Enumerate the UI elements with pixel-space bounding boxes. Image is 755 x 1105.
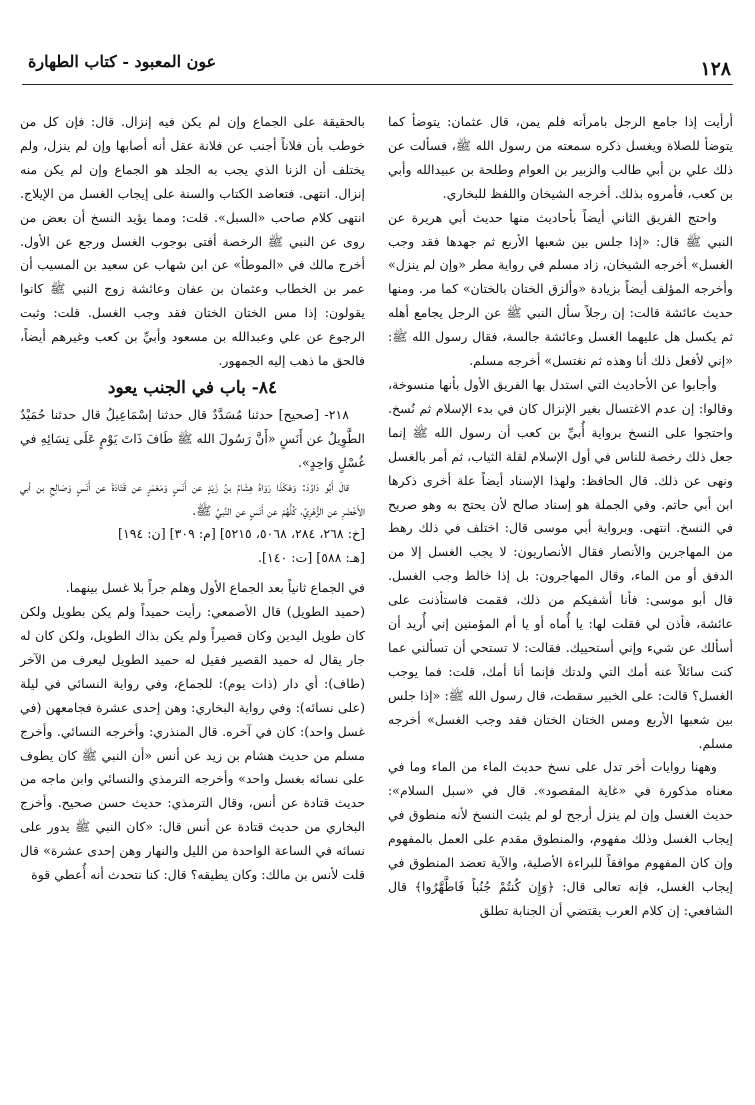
paragraph: في الجماع ثانياً بعد الجماع الأول وهلم جراً بلا غسل بينهما. [65, 580, 365, 596]
paragraph: وأجابوا عن الأحاديث التي استدل بها الفريق الأول بأنها منسوخة، وقالوا: إن عدم الاغتسال بغير الإنزال كان في بدء الإسلام ثم نُسخ. واحتجوا على النسخ برواية أُبيِّ بن كعب أن رسول الله ﷺ إنما جعل ذلك رخصة للناس في أول الإسلام لقلة الثياب، ثم أمر بالغسل ونهى عن ذلك. قال الحافظ: ولهذا الإسناد أيضاً علة أخرى ذكرها ابن أبي حاتم. وفي الجملة هو إسناد صالح لأن يحتج به وهو صريح في النسخ. انتهى. وبرواية أبي موسى قال: اختلف في ذلك رهط من المهاجرين والأنصار فقال الأنصاريون: لا يجب الغسل إلا من الدفق أو من الماء، وقال المهاجرون: بل إذا خالط وجب الغسل. قال أبو موسى: فأنا أشفيكم من ذلك، فقمت فاستأذنت على عائشة، فأذن لي فقلت لها: يا أُماه أو يا أم المؤمنين إني أُريد أن أسألك عن شيء وإني أستحييك. فقالت: لا تستحي أن تسألني عما كنت سائلاً عنه أمك التي ولدتك فإنما أنا أمك، قلت: فما يوجب الغسل؟ قالت: على الخبير سقطت، قال رسول الله ﷺ: «إذا جلس بين شعبها الأربع ومس الختان الختان فقد وجب الغسل» أخرجه مسلم. [388, 376, 733, 751]
references-line: [خ: ٢٦٨، ٢٨٤، ٥٠٦٨، ٥٢١٥] [م: ٣٠٩] [ن: ١٩٤] [118, 526, 365, 542]
paragraph: بالحقيقة على الجماع وإن لم يكن فيه إنزال. قال: فإن كل من خوطب بأن فلاناً أجنب عن فلانة عقل أنه أصابها وإن لم ينزل، ولم يختلف أن الزنا الذي يجب به الجلد هو الجماع وإن لم يكن منه إنزال. انتهى. فتعاضد الكتاب والسنة على إيجاب الغسل من الإيلاج. انتهى كلام صاحب «السبل». قلت: ومما يؤيد النسخ أن بعض من روى عن النبي ﷺ الرخصة أفتى بوجوب الغسل ورجع عن الأول. أخرج مالك في «الموطأ» عن ابن شهاب عن سعيد بن المسيب أن عمر بن الخطاب وعثمان بن عفان وعائشة زوج النبي ﷺ كانوا يقولون: إذا مس الختان الختان فقد وجب الغسل. قلت: وثبت الرجوع عن علي وعبدالله بن مسعود وأبيِّ بن كعب وغيرهم أيضاً، فالحق ما ذهب إليه الجمهور. [20, 114, 365, 369]
page-header [22, 44, 733, 85]
paragraph: واحتج الفريق الثاني أيضاً بأحاديث منها حديث أبي هريرة عن النبي ﷺ قال: «إذا جلس بين شعبها الأربع ثم جهدها فقد وجب الغسل» أخرجه الشيخان، زاد مسلم في رواية مطر «وإن لم ينزل» وأخرجه المؤلف أيضاً بزيادة «وألزق الختان بالختان» كما مر. ومنها حديث عائشة قالت: إن رجلاً سأل النبي ﷺ عن الرجل يجامع أهله ثم يكسل هل عليهما الغسل وعائشة جالسة، فقال رسول الله ﷺ: «إني لأفعل ذلك أنا وهذه ثم نغتسل» أخرجه مسلم. [388, 209, 733, 369]
page-number: ١٢٨ [700, 58, 731, 80]
paragraph: (حميد الطويل) قال الأصمعي: رأيت حميداً ولم يكن بطويل ولكن كان طويل اليدين وكان قصيراً ولم يكن بذاك الطويل، ولكن كان له جار يقال له حميد القصير فقيل له حميد الطويل ليعرف من الآخر (طاف): أي دار (ذات يوم): للجماع، وفي رواية النسائي في ليلة (على نسائه): وفي رواية البخاري: وهن إحدى عشرة فجامعهن (في غسل واحد): كان في آخره. قال المنذري: وأخرجه النسائي. وأخرج مسلم من حديث هشام بن زيد عن أنس «أن النبي ﷺ كان يطوف على نسائه بغسل واحد» وأخرجه الترمذي والنسائي وابن ماجه من حديث قتادة عن أنس، وقال الترمذي: حديث حسن صحيح. وأخرج البخاري من حديث قتادة عن أنس قال: «كان النبي ﷺ يدور على نسائه في الساعة الواحدة من الليل والنهار وهن إحدى عشرة» قال قلت لأنس بن مالك: وكان يطيقه؟ قال: كنا نتحدث أنه أُعطي قوة [20, 604, 365, 883]
hadith-text: ٢١٨- [صحيح] حدثنا مُسَدَّدٌ قال حدثنا إسْمَاعِيلُ قال حدثنا حُمَيْدٌ الطَّوِيلُ عن أَنَسٍ «أَنَّ رَسُولَ الله ﷺ طَافَ ذَاتَ يَوْمٍ عَلَى نِسَائِهِ في غُسْلٍ وَاحِدٍ». [20, 406, 365, 470]
references-line: [هـ: ٥٨٨] [ت: ١٤٠]. [258, 550, 365, 566]
paragraph: وههنا روايات أخر تدل على نسخ حديث الماء من الماء وما في معناه مذكورة في «غاية المقصود». قال في «سبل السلام»: حديث الغسل وإن لم ينزل أرجح لو لم يثبت النسخ لأنه منطوق في إيجاب الغسل وذلك مفهوم، والمنطوق مقدم على العمل بالمفهوم وإن كان المفهوم موافقاً للبراءة الأصلية، والآية تعضد المنطوق في إيجاب الغسل، فإنه تعالى قال: ﴿وَإِن كُنتُمْ جُنُباً فَاطَّهَّرُوا﴾ قال الشافعي: إن كلام العرب يقتضي أن الجنابة تطلق [388, 759, 733, 918]
paragraph: أرأيت إذا جامع الرجل بامرأته فلم يمن، قال عثمان: يتوضأ كما يتوضأ للصلاة ويغسل ذكره سمعته من رسول الله ﷺ، فسألت عن ذلك علي بن أبي طالب والزبير بن العوام وطلحة بن عبيدالله وأبي بن كعب، فأمروه بذلك. أخرجه الشيخان واللفظ للبخاري. [388, 114, 733, 201]
section-title: ٨٤- باب في الجنب يعود [107, 377, 278, 398]
isnad-note: قالَ أَبُو دَاوُدَ: وَهَكَذَا رَوَاهُ هِشَامُ بنُ زَيْدٍ عن أَنَسٍ وَمَعْمَرٍ عن قَتَادَةَ عن أَنَسٍ وَصَالِحِ بن أبي الأَخْضَرِ عن الزُّهْرِيِّ، كُلُّهُمْ عن أَنَسٍ عن النَّبيِّ ﷺ. [20, 478, 365, 518]
right-column [388, 110, 733, 923]
left-column [20, 110, 365, 887]
running-title: عون المعبود - كتاب الطهارة [28, 52, 217, 71]
